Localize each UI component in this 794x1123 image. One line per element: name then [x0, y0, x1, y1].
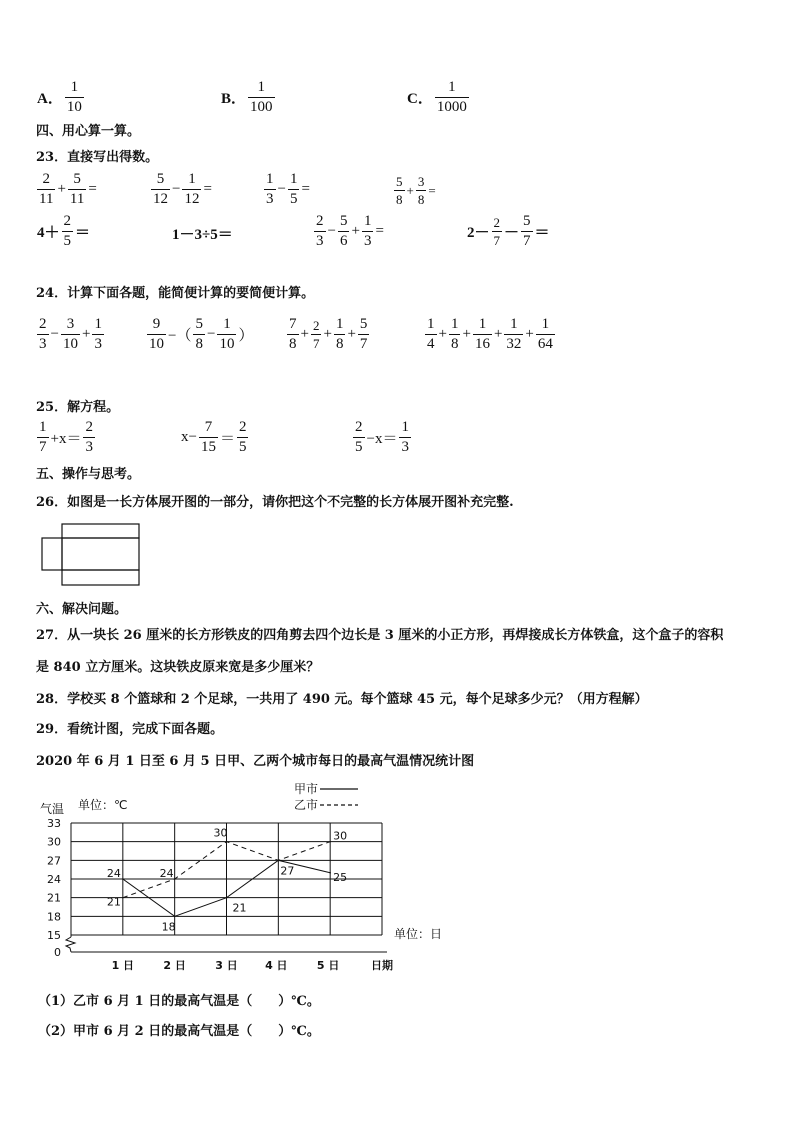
x-tick-label: 2 日 [163, 959, 186, 972]
q24-expr-3: $\frac{7}{8}$ + $\frac{2}{7}$ + $\frac{1}{8}$ + $\frac{5}{7}$ [289, 316, 368, 352]
y-tick-label: 33 [47, 817, 61, 830]
question-27-line-1: 27．从一块长 26 厘米的长方形铁皮的四角剪去四个边长是 3 厘米的小正方形，再焊接成长方体铁盒，这个盒子的容积 [36, 628, 724, 643]
data-point [329, 841, 331, 843]
q25-equation-1: $\frac{1}{7}$ +x＝ $\frac{2}{3}$ [39, 419, 93, 455]
option-letter: B． [221, 91, 247, 107]
legend-label: 甲市 [294, 782, 319, 796]
data-point [329, 872, 331, 874]
question-23: 23．直接写出得数。 [36, 150, 159, 165]
temperature-line-chart [30, 775, 460, 975]
data-point [226, 897, 228, 899]
q22-option-b [220, 80, 276, 115]
section-4-heading: 四、用心算一算。 [36, 124, 141, 139]
cuboid-net-figure [38, 523, 142, 587]
data-label: 21 [232, 901, 247, 915]
y-tick-label: 15 [47, 929, 61, 942]
question-28: 28．学校买 8 个篮球和 2 个足球，一共用了 490 元。每个篮球 45 元，每个足球多少元？（用方程解） [36, 692, 648, 707]
y-tick-label: 24 [47, 873, 61, 886]
q23-expr-6: 1－3÷5＝ [172, 227, 233, 243]
x-tick-label: 5 日 [316, 959, 340, 972]
q22-option-c [406, 80, 470, 115]
data-point [226, 841, 228, 843]
q23-expr-3: $\frac{1}{3}$ − $\frac{1}{5}$ = [266, 171, 310, 207]
q23-expr-2: $\frac{5}{12}$ − $\frac{1}{12}$ = [153, 171, 212, 207]
y-axis-label: 气温 [40, 802, 65, 816]
axis-break-mark [66, 937, 75, 952]
data-point [278, 860, 280, 862]
question-26: 26．如图是一长方体展开图的一部分，请你把这个不完整的长方体展开图补充完整. [36, 495, 514, 510]
y-unit-label: 单位：℃ [78, 798, 128, 812]
data-point [174, 916, 176, 918]
question-25: 25．解方程。 [36, 400, 120, 415]
option-letter: A． [37, 91, 63, 107]
option-letter: C． [407, 91, 433, 107]
section-6-heading: 六、解决问题。 [36, 602, 128, 617]
chart-legend [294, 782, 358, 812]
data-label: 27 [280, 864, 295, 878]
data-label: 18 [161, 920, 176, 934]
data-label: 30 [213, 826, 228, 840]
data-label: 25 [333, 870, 348, 884]
fraction: $\frac{1}{1000}$ [436, 79, 467, 115]
x-tick-label: 3 日 [215, 959, 238, 972]
y-tick-label: 21 [47, 891, 61, 905]
fraction: $\frac{1}{10}$ [66, 79, 82, 115]
question-27-line-2: 是 840 立方厘米。这块铁皮原来宽是多少厘米？ [36, 660, 320, 675]
y-tick-label: 30 [47, 835, 61, 849]
question-24: 24．计算下面各题，能简便计算的要简便计算。 [36, 286, 315, 301]
x-tick-label: 1 日 [111, 959, 135, 972]
data-label: 30 [333, 829, 348, 843]
data-label: 24 [106, 867, 121, 880]
q23-expr-8: 2－ $\frac{2}{7}$ － $\frac{5}{7}$ ＝ [467, 213, 550, 249]
q23-expr-7: $\frac{2}{3}$ − $\frac{5}{6}$ + $\frac{1}{3}$ = [316, 213, 384, 249]
fraction: $\frac{1}{100}$ [250, 79, 273, 115]
x-tick-label: 4 日 [265, 959, 288, 972]
q25-equation-2: x− $\frac{7}{15}$ ＝ $\frac{2}{5}$ [181, 419, 247, 455]
section-5-heading: 五、操作与思考。 [36, 467, 141, 482]
q23-expr-1: $\frac{2}{11}$ + $\frac{5}{11}$ = [39, 171, 97, 207]
x-unit-label: 单位：日 [394, 927, 443, 941]
data-label: 24 [159, 867, 174, 880]
question-29: 29．看统计图，完成下面各题。 [36, 722, 224, 737]
x-axis-label: 日期 [371, 959, 393, 972]
y-tick-label: 0 [54, 946, 61, 959]
legend-label: 乙市 [294, 798, 319, 812]
chart-heading: 2020 年 6 月 1 日至 6 月 5 日甲、乙两个城市每日的最高气温情况统计图 [36, 754, 475, 769]
data-label: 21 [106, 895, 121, 909]
y-tick-label: 18 [47, 910, 61, 924]
question-29-sub-2: （2）甲市 6 月 2 日的最高气温是（ ）℃。 [38, 1024, 320, 1039]
data-point [122, 878, 124, 880]
q24-expr-4: $\frac{1}{4}$ + $\frac{1}{8}$ + $\frac{1}{16}$ + $\frac{1}{32}$ + $\frac{1}{64}$ [427, 316, 553, 352]
q24-expr-2: $\frac{9}{10}$ −（ $\frac{5}{8}$ − $\frac{1}{10}$ ） [149, 316, 254, 352]
data-point [122, 897, 124, 899]
q25-equation-3: $\frac{2}{5}$ −x＝ $\frac{1}{3}$ [355, 419, 409, 455]
question-29-sub-1: （1）乙市 6 月 1 日的最高气温是（ ）℃。 [38, 994, 320, 1009]
q22-option-a [36, 80, 85, 115]
q23-expr-4: $\frac{5}{8}$ + $\frac{3}{8}$ = [396, 174, 436, 207]
y-tick-label: 27 [47, 854, 61, 868]
q24-expr-1: $\frac{2}{3}$ − $\frac{3}{10}$ + $\frac{1}{3}$ [39, 316, 102, 352]
q23-expr-5: 4＋ $\frac{2}{5}$ ＝ [37, 213, 91, 249]
data-point [174, 878, 176, 880]
